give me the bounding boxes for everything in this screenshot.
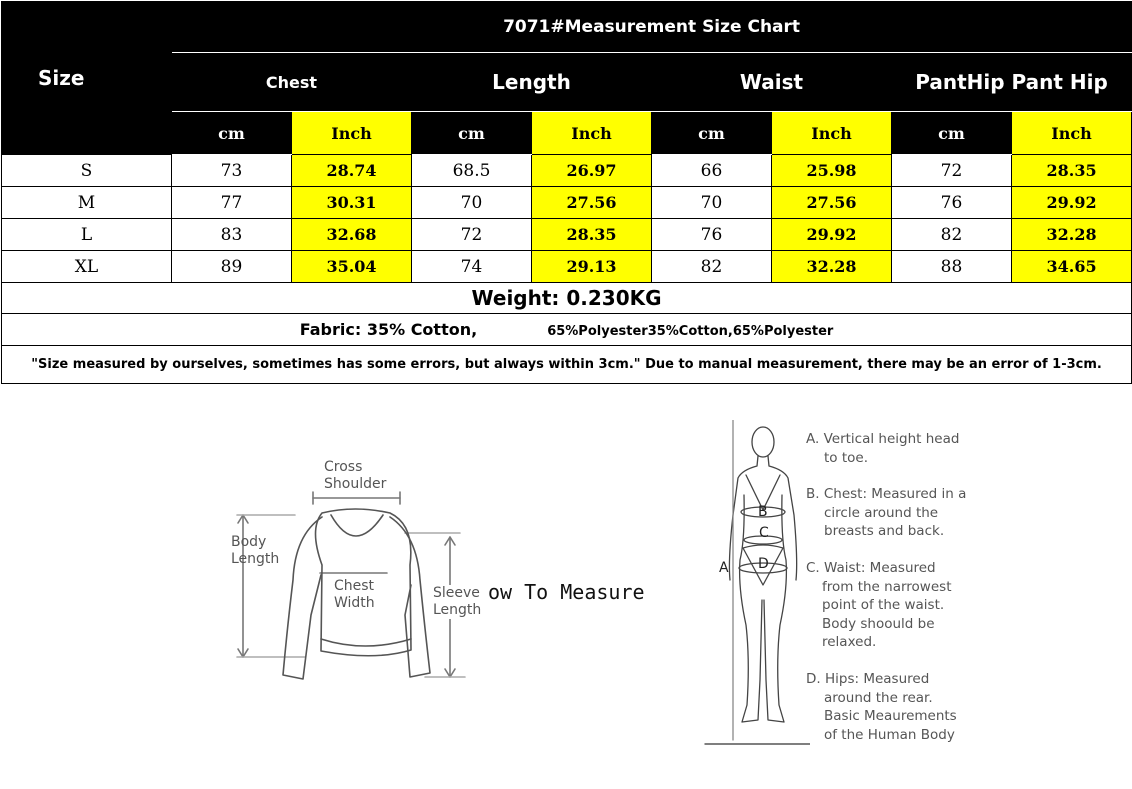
marker-b: B	[758, 504, 768, 520]
fabric-main-text: Fabric: 35% Cotton,	[299, 320, 478, 339]
unit-cm: cm	[652, 112, 772, 155]
size-cell: S	[2, 155, 172, 187]
size-cell: XL	[2, 251, 172, 283]
hip-inch-cell: 32.28	[1012, 219, 1132, 251]
waist-inch-cell: 29.92	[772, 219, 892, 251]
hip-cm-cell: 82	[892, 219, 1012, 251]
hip-cm-cell: 76	[892, 187, 1012, 219]
body-length-label: Body Length	[231, 534, 280, 567]
marker-c: C	[759, 525, 769, 541]
note-height: A. Vertical height head to toe.	[806, 431, 960, 466]
length-cm-cell: 70	[412, 187, 532, 219]
fabric-small-text: 65%Polyester35%Cotton,65%Polyester	[547, 324, 834, 339]
length-cm-cell: 72	[412, 219, 532, 251]
length-inch-cell: 26.97	[532, 155, 652, 187]
category-chest: Chest	[172, 53, 412, 112]
length-cm-cell: 68.5	[412, 155, 532, 187]
chest-inch-cell: 32.68	[292, 219, 412, 251]
unit-inch: Inch	[292, 112, 412, 155]
table-row	[2, 251, 1132, 283]
hip-inch-cell: 28.35	[1012, 155, 1132, 187]
unit-cm: cm	[172, 112, 292, 155]
waist-inch-cell: 32.28	[772, 251, 892, 283]
size-header: Size	[2, 2, 172, 155]
fabric-info	[2, 314, 1132, 346]
chest-cm-cell: 73	[172, 155, 292, 187]
chest-width-label: Chest Width	[334, 578, 375, 611]
marker-a: A	[719, 560, 729, 576]
waist-cm-cell: 66	[652, 155, 772, 187]
table-row	[2, 187, 1132, 219]
how-to-measure-text: ow To Measure	[488, 580, 645, 604]
category-waist: Waist	[652, 53, 892, 112]
length-inch-cell: 28.35	[532, 219, 652, 251]
weight-info: Weight: 0.230KG	[2, 283, 1132, 314]
unit-inch: Inch	[1012, 112, 1132, 155]
hip-inch-cell: 34.65	[1012, 251, 1132, 283]
table-row	[2, 155, 1132, 187]
marker-d: D	[758, 556, 769, 572]
chest-inch-cell: 35.04	[292, 251, 412, 283]
waist-inch-cell: 27.56	[772, 187, 892, 219]
hip-inch-cell: 29.92	[1012, 187, 1132, 219]
chest-inch-cell: 30.31	[292, 187, 412, 219]
hip-cm-cell: 88	[892, 251, 1012, 283]
table-row	[2, 219, 1132, 251]
size-cell: L	[2, 219, 172, 251]
category-hip: PantHip Pant Hip	[892, 53, 1132, 112]
length-inch-cell: 29.13	[532, 251, 652, 283]
note-hips: D. Hips: Measured around the rear. Basic Meaurements of the Human Body	[806, 671, 957, 743]
waist-cm-cell: 82	[652, 251, 772, 283]
hip-cm-cell: 72	[892, 155, 1012, 187]
measurement-note: "Size measured by ourselves, sometimes has some errors, but always within 3cm." Due to manual measurement, there may be an error of 1-3cm.	[2, 346, 1132, 384]
unit-cm: cm	[892, 112, 1012, 155]
waist-cm-cell: 70	[652, 187, 772, 219]
chest-inch-cell: 28.74	[292, 155, 412, 187]
category-length: Length	[412, 53, 652, 112]
unit-inch: Inch	[772, 112, 892, 155]
waist-inch-cell: 25.98	[772, 155, 892, 187]
body-diagram	[700, 420, 810, 750]
length-inch-cell: 27.56	[532, 187, 652, 219]
note-waist: C. Waist: Measured from the narrowest point of the waist. Body shoould be relaxed.	[806, 560, 952, 650]
cross-shoulder-label: Cross Shoulder	[324, 459, 387, 492]
chest-cm-cell: 83	[172, 219, 292, 251]
size-cell: M	[2, 187, 172, 219]
unit-inch: Inch	[532, 112, 652, 155]
sleeve-length-label: Sleeve Length	[433, 585, 482, 618]
chest-cm-cell: 89	[172, 251, 292, 283]
unit-cm: cm	[412, 112, 532, 155]
size-chart-table	[1, 1, 1132, 384]
length-cm-cell: 74	[412, 251, 532, 283]
note-chest: B. Chest: Measured in a circle around the breasts and back.	[806, 486, 967, 539]
chest-cm-cell: 77	[172, 187, 292, 219]
waist-cm-cell: 76	[652, 219, 772, 251]
human-figure-outline	[729, 427, 796, 722]
chart-title: 7071#Measurement Size Chart	[172, 2, 1132, 53]
